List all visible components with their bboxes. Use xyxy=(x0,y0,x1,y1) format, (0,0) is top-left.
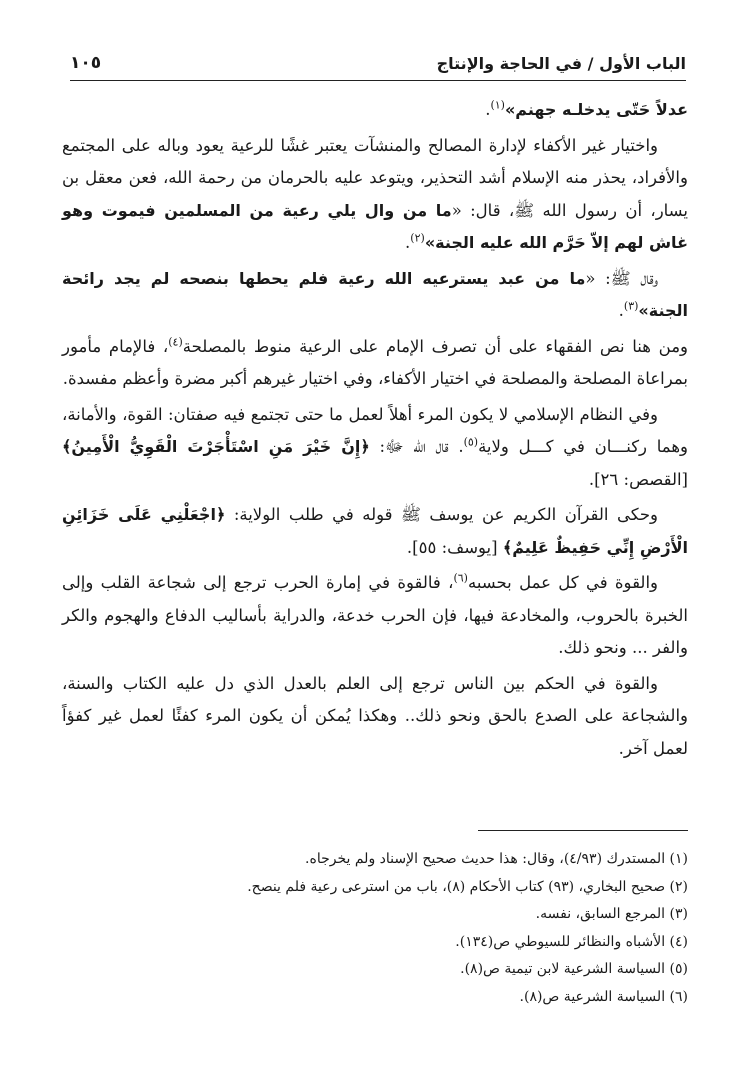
text-run: ، فالإمام مأمور بمراعاة المصلحة والمصلحة في اختيار الأكفاء، وفي اختيار غيرهم أكبر مضرة وأعظم مفسدة. xyxy=(62,336,688,388)
page-number: ١٠٥ xyxy=(70,53,102,73)
paragraph xyxy=(62,130,688,260)
quoted-text: ﴿إِنَّ خَيْرَ مَنِ اسْتَأْجَرْتَ الْقَوِيُّ الْأَمِينُ﴾ xyxy=(62,437,370,456)
paragraph xyxy=(62,399,688,497)
footnote-item: (٦) السياسة الشرعية ص(٨). xyxy=(519,988,688,1005)
footnote-item: (١) المستدرك (٤/٩٣)، وقال: هذا حديث صحيح الإسناد ولم يخرجاه. xyxy=(305,851,688,867)
running-header xyxy=(70,50,686,81)
text-run: والقوة في الحكم بين الناس ترجع إلى العلم بالعدل الذي دل عليه الكتاب والسنة، والشجاعة على الصدع بالحق ونحو ذلك.. وهكذا يُمكن أن يكون المرء كفئًا لعمل غير كفؤاً لعمل آخر. xyxy=(62,673,688,758)
paragraph xyxy=(62,94,688,127)
footnotes xyxy=(62,846,688,1011)
footnote-reference: (١) xyxy=(490,98,505,112)
text-run: واختيار غير الأكفاء لإدارة المصالح والمنشآت يعتبر غشًا للرعية يعود وباله على المجتمع والأفراد، يحذر منه الإسلام أشد التحذير، ويتوعد عليه بالحرمان من رحمة الله، فعن معقل بن يسار، أن رسول الله ﷺ، قال: « xyxy=(62,135,688,220)
footnote-reference: (٥) xyxy=(463,435,479,449)
quoted-text: ﴿اجْعَلْنِي عَلَى خَزَائِنِ الْأَرْضِ إِنِّي حَفِيظٌ عَلِيمٌ﴾ xyxy=(62,505,688,557)
text-run: وحكى القرآن الكريم عن يوسف ﷺ قوله في طلب الولاية: xyxy=(225,505,658,524)
quoted-text: ما من وال يلي رعية من المسلمين فيموت وهو غاش لهم إلاّ حَرَّم الله عليه الجنة» xyxy=(62,200,688,252)
text-run: . xyxy=(485,100,491,119)
paragraph xyxy=(62,331,688,396)
text-run: ومن هنا نص الفقهاء على أن تصرف الإمام على الرعية منوط بالمصلحة xyxy=(182,336,689,356)
footnote-reference: (٦) xyxy=(453,571,468,585)
paragraph xyxy=(62,263,688,328)
footnote-item: (٤) الأشباه والنظائر للسيوطي ص(١٣٤). xyxy=(455,933,688,950)
text-run: . xyxy=(405,233,411,252)
quoted-text: ما من عبد يسترعيه الله رعية فلم يحطها بنصحه لم يجد رائحة الجنة» xyxy=(62,268,688,320)
main-text xyxy=(62,94,688,768)
footnote-item: (٢) صحيح البخاري، (٩٣) كتاب الأحكام (٨)، باب من استرعى رعية فلم ينصح. xyxy=(247,878,688,895)
text-run: . xyxy=(618,301,624,320)
footnote-item: (٥) السياسة الشرعية لابن تيمية ص(٨). xyxy=(460,961,688,977)
paragraph xyxy=(62,668,688,766)
text-run: والقوة في كل عمل بحسبه xyxy=(467,573,659,592)
paragraph xyxy=(62,499,688,564)
text-run: . قال الله ﷻ: xyxy=(369,437,464,456)
quoted-text: عدلاً حَتّى يدخلـه جهنم» xyxy=(504,100,688,119)
text-run: وفي النظام الإسلامي لا يكون المرء أهلاً لعمل ما حتى تجتمع فيه صفتان: القوة، والأمانة، وهما ركنـــان في كـــل ولاية xyxy=(62,404,688,456)
footnote-separator xyxy=(478,830,688,831)
footnote-reference: (٢) xyxy=(410,231,425,245)
text-run: [القصص: ٢٦]. xyxy=(588,469,688,489)
text-run: وقال ﷺ: « xyxy=(585,268,658,288)
paragraph xyxy=(62,567,688,665)
text-run: [يوسف: ٥٥]. xyxy=(406,537,503,557)
footnote-item: (٣) المرجع السابق، نفسه. xyxy=(535,906,688,922)
text-run: ، فالقوة في إمارة الحرب ترجع إلى شجاعة القلب وإلى الخبرة بالحروب، والمخادعة فيها، فإن الحرب خدعة، والدراية بأساليب الدفاع والهجوم والكر والفر ... ونحو ذلك. xyxy=(62,573,688,657)
footnote-reference: (٤) xyxy=(168,335,183,348)
chapter-title: الباب الأول / في الحاجة والإنتاج xyxy=(436,54,686,73)
footnote-reference: (٣) xyxy=(623,299,639,313)
